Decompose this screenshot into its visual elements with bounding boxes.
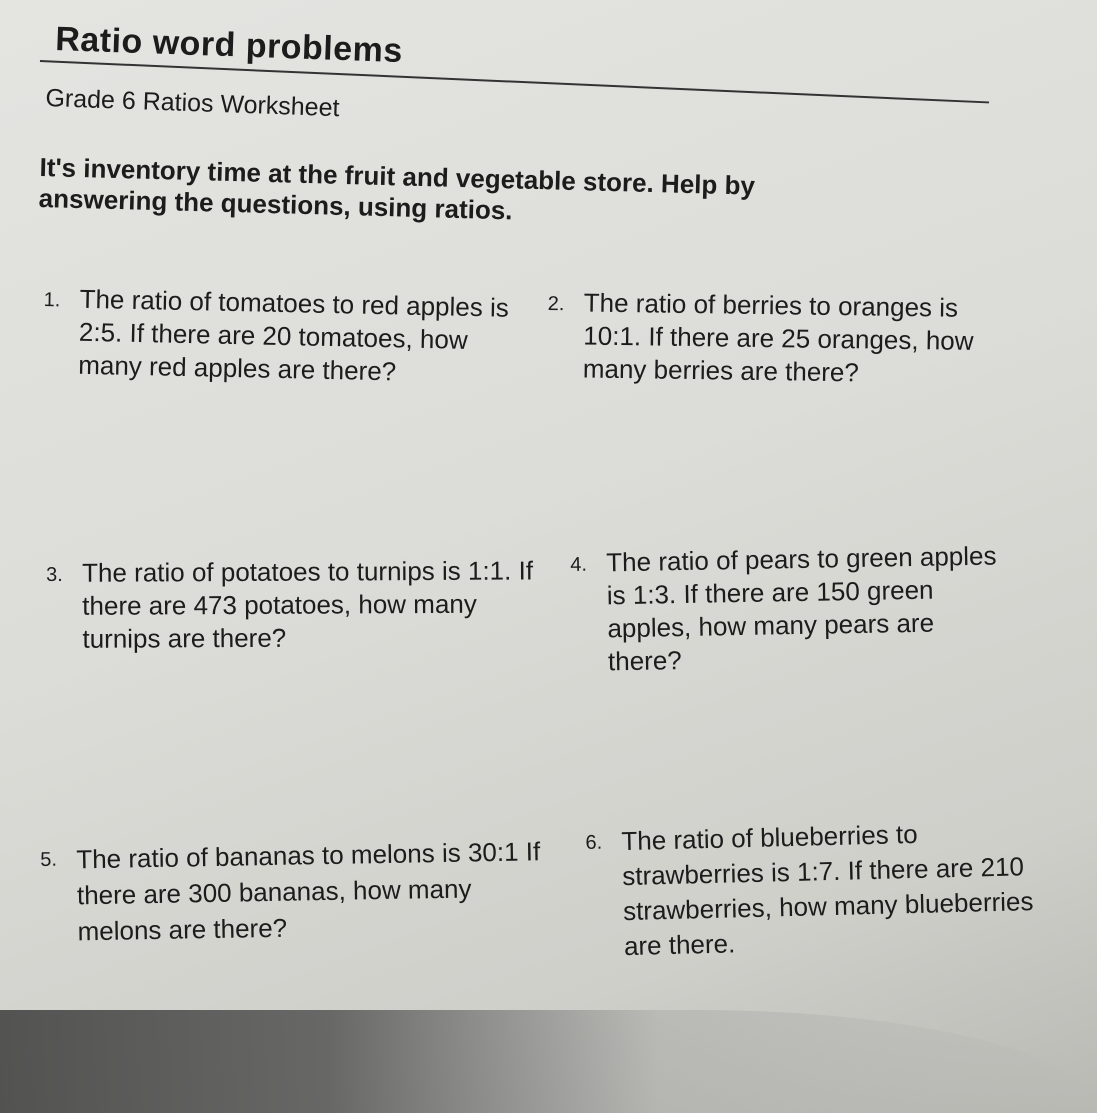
problem-number: 1. <box>43 288 61 312</box>
worksheet-title: Ratio word problems <box>54 20 404 71</box>
problem-4 <box>570 539 1012 679</box>
problem-6 <box>585 813 1068 965</box>
problem-5 <box>40 833 542 950</box>
problem-number: 2. <box>547 292 565 316</box>
problem-text: The ratio of tomatoes to red apples is 2:5. If there are 20 tomatoes, how many red apples are there? <box>77 283 510 387</box>
problem-text: The ratio of berries to oranges is 10:1. If there are 25 oranges, how many berries are there? <box>582 287 974 388</box>
hand-shadow <box>0 1010 1097 1113</box>
worksheet-subtitle: Grade 6 Ratios Worksheet <box>45 84 340 123</box>
problem-number: 5. <box>40 848 58 871</box>
worksheet-intro: It's inventory time at the fruit and vegetable store. Help by answering the questions, using ratios. <box>38 152 756 226</box>
problem-number: 3. <box>46 563 63 586</box>
problem-text: The ratio of blueberries to strawberries is 1:7. If there are 210 strawberries, how many blueberries are there. <box>621 818 1034 962</box>
problem-1 <box>42 282 514 391</box>
problem-2 <box>547 286 1008 391</box>
problem-number: 6. <box>585 831 603 854</box>
problem-text: The ratio of bananas to melons is 30:1 If there are 300 bananas, how many melons are there? <box>76 836 541 947</box>
problem-text: The ratio of pears to green apples is 1:3. If there are 150 green apples, how many pears are there? <box>606 540 997 677</box>
problem-number: 4. <box>570 553 588 576</box>
problem-3 <box>46 554 547 656</box>
problem-text: The ratio of potatoes to turnips is 1:1. If there are 473 potatoes, how many turnips are there? <box>82 555 534 654</box>
